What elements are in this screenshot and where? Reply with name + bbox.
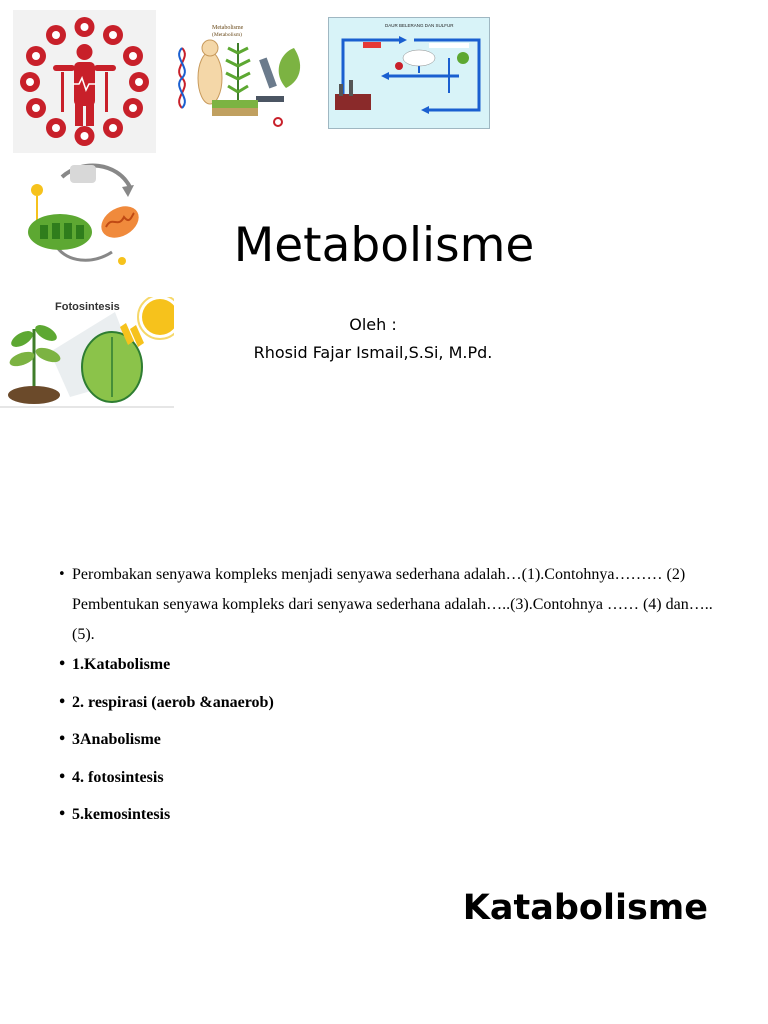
photosynthesis-heading: Fotosintesis: [55, 301, 120, 313]
answer-item-4: • 4. fotosintesis: [58, 767, 718, 788]
nutrition-icon-graphic: [13, 10, 156, 153]
nutrition-icon-image: [13, 10, 156, 153]
sulfur-cycle-diagram-image: [328, 17, 490, 129]
answer-item-1: • 1.Katabolisme: [58, 654, 718, 675]
answer-item-2: • 2. respirasi (aerob &anaerob): [58, 692, 718, 713]
answer-item-5: • 5.kemosintesis: [58, 804, 718, 825]
metabolism-header-line1: Metabolisme: [212, 25, 244, 31]
photosynthesis-image: [0, 297, 174, 409]
metabolism-header-line2: (Metabolism): [212, 32, 242, 38]
sulfur-cycle-graphic: [329, 18, 489, 128]
slide-title: Metabolisme: [233, 218, 535, 273]
sulfur-cycle-heading: DAUR BELERANG DAN SULFUR: [385, 23, 454, 28]
author-name: Rhosid Fajar Ismail,S.Si, M.Pd.: [253, 343, 493, 362]
answer-item-3: • 3Anabolisme: [58, 729, 718, 750]
photosynthesis-graphic: [0, 297, 174, 409]
metabolism-illustration-image: [172, 18, 314, 130]
katabolisme-heading: Katabolisme: [462, 888, 708, 928]
question-bullet-list: [58, 560, 718, 842]
metabolism-illustration-graphic: [172, 18, 314, 130]
question-paragraph: • Perombakan senyawa kompleks menjadi senyawa sederhana adalah…(1).Contohnya……… (2) Pembentukan senyawa kompleks dari senyawa sederhana adalah…..(3).Contohnya …… (4) dan…..(5).: [58, 560, 718, 650]
author-label: Oleh :: [349, 315, 397, 334]
